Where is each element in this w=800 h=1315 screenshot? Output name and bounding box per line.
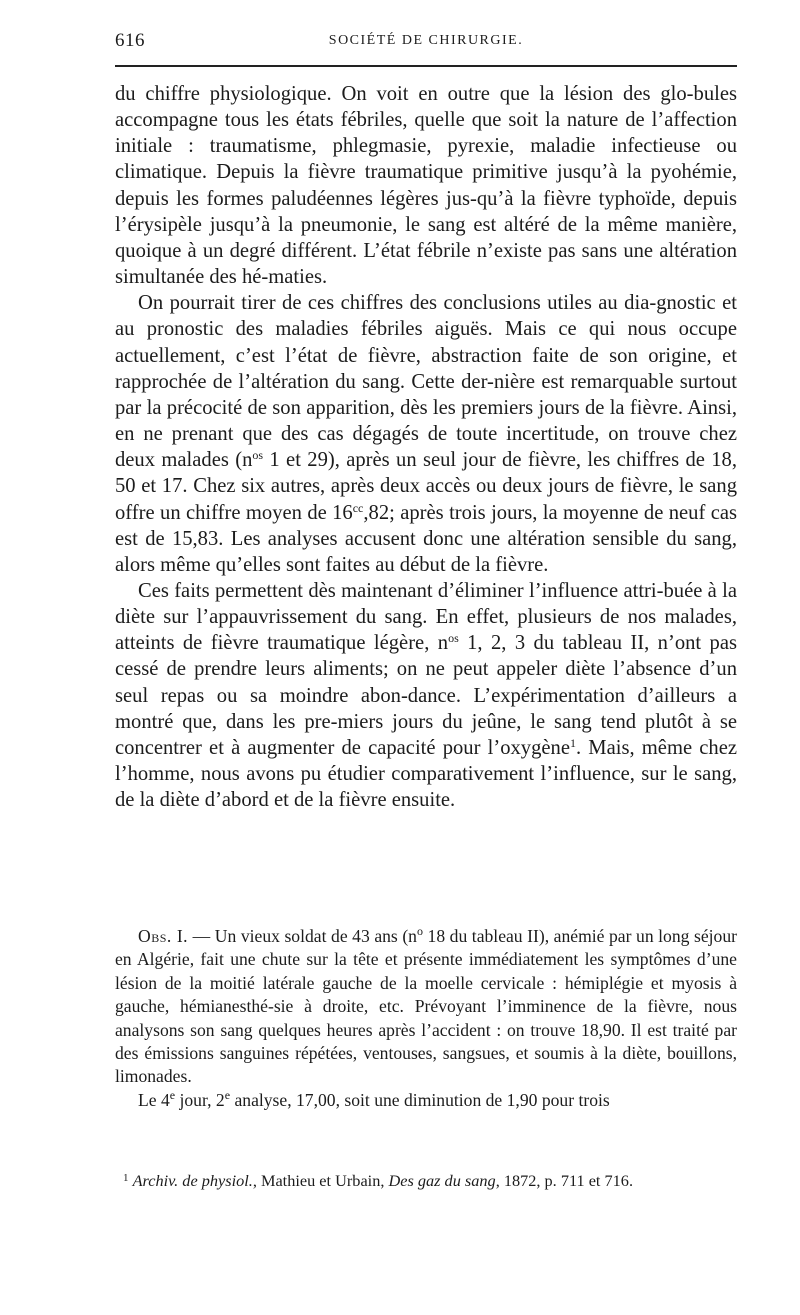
observation-label: Obs. I. bbox=[138, 926, 189, 946]
superscript: e bbox=[224, 1087, 231, 1102]
footnote-marker: 1 bbox=[123, 1172, 129, 1184]
footnote-authors: , Mathieu et Urbain, bbox=[252, 1171, 389, 1190]
running-title: SOCIÉTÉ DE CHIRURGIE. bbox=[328, 33, 524, 48]
superscript: os bbox=[252, 448, 264, 463]
superscript: cc bbox=[352, 500, 364, 515]
superscript: os bbox=[448, 631, 459, 646]
paragraph-3-text-a: Ces faits permettent dès maintenant d’éliminer l’influence attri-buée à la diète sur l’appauvrissement du sang. En effet, plusieurs de nos malades, atteints de fièvre traumatique légère, n bbox=[115, 579, 737, 655]
observation-paragraph-2 bbox=[115, 1089, 737, 1112]
paragraph-3-text-b: 1, 2, 3 du tableau II, n’ont pas cessé de prendre leurs aliments; on ne peut appeler diète l’absence d’un seul repas ou sa moindre abon-dance. L’expérimentation d’ailleurs a montré que, dans les pre-miers jours du jeûne, le sang tend plutôt à se concentrer et à augmenter de capacité pour l’oxygène bbox=[115, 632, 737, 759]
observation-2-text-a: Le 4 bbox=[138, 1089, 170, 1110]
superscript: o bbox=[416, 924, 423, 938]
main-text bbox=[115, 81, 737, 813]
footnote-citation-title: Des gaz du sang bbox=[388, 1171, 496, 1190]
footnote bbox=[115, 1167, 737, 1193]
paragraph-2 bbox=[115, 290, 737, 578]
paragraph-3-text-c: . Mais, même chez l’homme, nous avons pu étudier comparativement l’influence, sur le sang, de la diète d’abord et de la fièvre ensuite. bbox=[115, 736, 737, 812]
observation-text-b: 18 du tableau II), anémié par un long séjour en Algérie, fait une chute sur la tête et présente immédiatement les symptômes d’une lésion de la moitié latérale gauche de la moelle cervicale : hémiplégie et myosis à gauche, hémianesthé-sie à droite, etc. Prévoyant l’imminence de la fièvre, nous analysons son sang quelques heures après l’accident : on trouve 18,90. Il est traité par des émissions sanguines répétées, ventouses, sangsues, et soumis à la diète, bouillons, limonades. bbox=[115, 926, 737, 1087]
paragraph-1 bbox=[115, 81, 737, 290]
footnote-text bbox=[115, 1167, 737, 1193]
observation-text-a: — Un vieux soldat de 43 ans (n bbox=[188, 926, 417, 946]
paragraph-2-text-c: ,82; après trois jours, la moyenne de neuf cas est de 15,83. Les analyses accusent donc une altération sensible du sang, alors même qu’elles sont faites au début de la fièvre. bbox=[115, 501, 737, 576]
paragraph-2-text-b: 1 et 29), après un seul jour de fièvre, les chiffres de 18, 50 et 17. Chez six autres, après deux accès ou deux jours de fièvre, le sang offre un chiffre moyen de 16 bbox=[115, 449, 737, 524]
footnote-citation-journal: Archiv. de physiol. bbox=[132, 1171, 253, 1190]
footnote-reference: 1 bbox=[569, 735, 576, 750]
running-header bbox=[115, 30, 737, 54]
superscript: e bbox=[169, 1087, 176, 1102]
paragraph-3 bbox=[115, 578, 737, 813]
observation-paragraph-1 bbox=[115, 925, 737, 1089]
header-rule bbox=[115, 65, 737, 67]
paragraph-1-text: du chiffre physiologique. On voit en outre que la lésion des glo-bules accompagne tous les états fébriles, quelle que soit la nature de l’affection initiale : traumatisme, phlegmasie, pyrexie, maladie infectieuse ou climatique. Depuis la fièvre traumatique primitive jusqu’à la pyohémie, depuis les formes paludéennes légères jus-qu’à la fièvre typhoïde, depuis l’érysipèle jusqu’à la pneumonie, le sang est altéré de la même manière, quoique à un degré différent. L’état fébrile n’existe pas sans une altération simultanée des hé-maties. bbox=[115, 83, 737, 289]
page-number: 616 bbox=[115, 30, 145, 51]
footnote-pages: , 1872, p. 711 et 716. bbox=[495, 1171, 634, 1190]
observation-2-text-b: jour, 2 bbox=[175, 1089, 225, 1110]
observation-section bbox=[115, 925, 737, 1112]
paragraph-2-text-a: On pourrait tirer de ces chiffres des conclusions utiles au dia-gnostic et au pronostic des maladies fébriles aiguës. Mais ce qui nous occupe actuellement, c’est l’état de fièvre, abstraction faite de son origine, et rapprochée de l’altération du sang. Cette der-nière est remarquable surtout par la précocité de son apparition, dès les premiers jours de la fièvre. Ainsi, en ne prenant que des cas dégagés de toute incertitude, on trouve chez deux malades (n bbox=[115, 292, 737, 472]
observation-2-text-c: analyse, 17,00, soit une diminution de 1,90 pour trois bbox=[230, 1089, 610, 1110]
